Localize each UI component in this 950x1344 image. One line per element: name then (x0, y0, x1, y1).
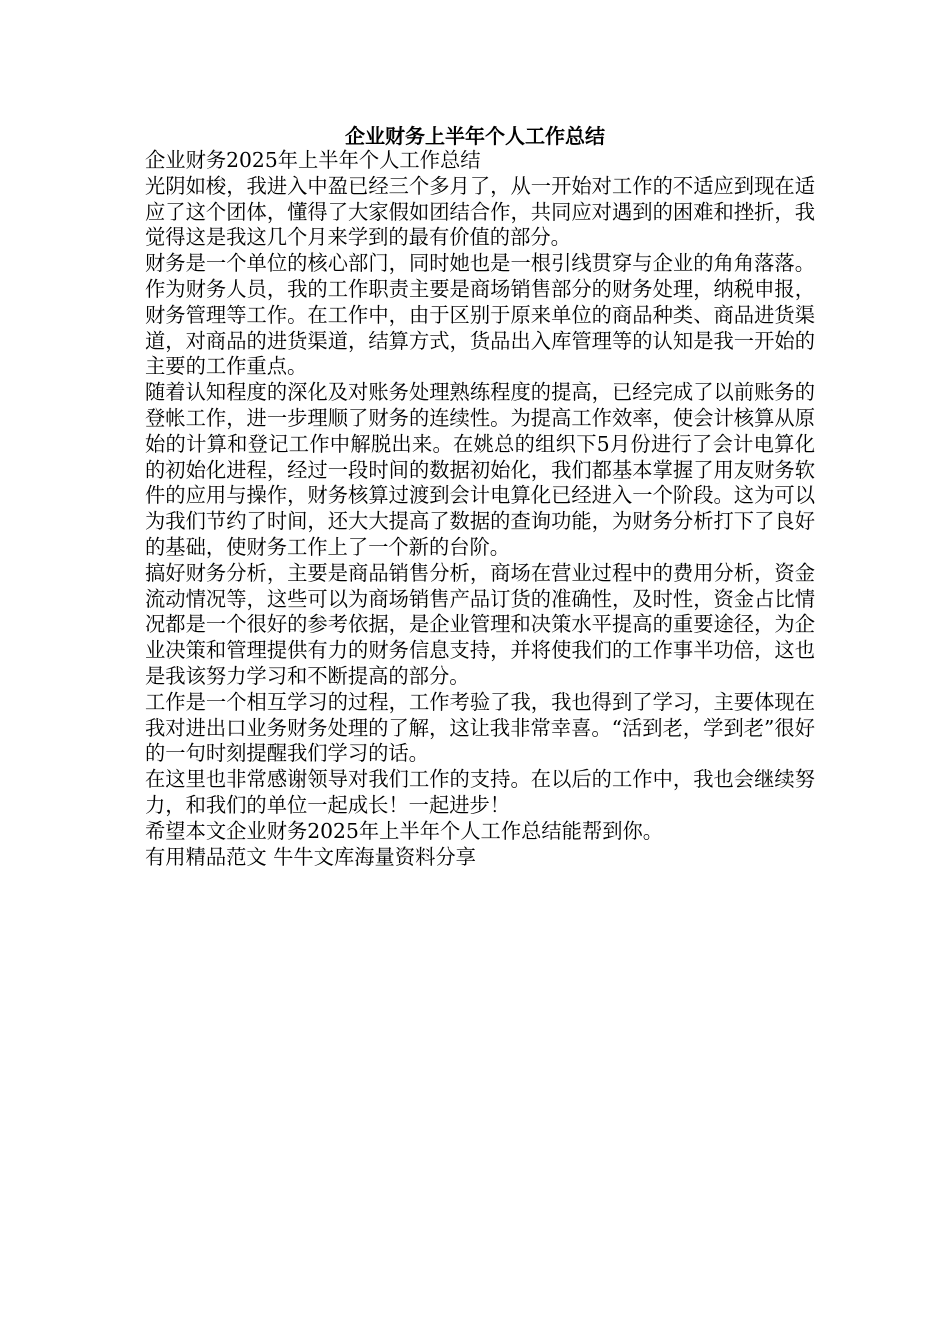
document-body (145, 148, 815, 870)
paragraph: 光阴如梭，我进入中盈已经三个多月了，从一开始对工作的不适应到现在适应了这个团体，懂得了大家假如团结合作，共同应对遇到的困难和挫折，我觉得这是我这几个月来学到的最有价值的部分。 (145, 173, 815, 250)
paragraph: 在这里也非常感谢领导对我们工作的支持。在以后的工作中，我也会继续努力，和我们的单位一起成长！一起进步！ (145, 767, 815, 817)
paragraph: 希望本文企业财务2025年上半年个人工作总结能帮到你。 (145, 818, 664, 843)
document-footer: 有用精品范文 牛牛文库海量资料分享 (145, 844, 476, 869)
paragraph: 工作是一个相互学习的过程，工作考验了我，我也得到了学习，主要体现在我对进出口业务财务处理的了解，这让我非常幸喜。“活到老，学到老”很好的一句时刻提醒我们学习的话。 (145, 689, 815, 766)
document-subtitle: 企业财务2025年上半年个人工作总结 (145, 148, 481, 172)
paragraph: 财务是一个单位的核心部门，同时她也是一根引线贯穿与企业的角角落落。作为财务人员，我的工作职责主要是商场销售部分的财务处理，纳税申报，财务管理等工作。在工作中，由于区别于原来单位的商品种类、商品进货渠道，对商品的进货渠道，结算方式，货品出入库管理等的认知是我一开始的主要的工作重点。 (145, 251, 815, 379)
paragraph: 随着认知程度的深化及对账务处理熟练程度的提高，已经完成了以前账务的登帐工作，进一步理顺了财务的连续性。为提高工作效率，使会计核算从原始的计算和登记工作中解脱出来。在姚总的组织下5月份进行了会计电算化的初始化进程，经过一段时间的数据初始化，我们都基本掌握了用友财务软件的应用与操作，财务核算过渡到会计电算化已经进入一个阶段。这为可以为我们节约了时间，还大大提高了数据的查询功能，为财务分析打下了良好的基础，使财务工作上了一个新的台阶。 (145, 380, 815, 559)
document-title: 企业财务上半年个人工作总结 (345, 124, 605, 148)
paragraph: 搞好财务分析，主要是商品销售分析，商场在营业过程中的费用分析，资金流动情况等，这些可以为商场销售产品订货的准确性，及时性，资金占比情况都是一个很好的参考依据，是企业管理和决策水平提高的重要途径，为企业决策和管理提供有力的财务信息支持，并将使我们的工作事半功倍，这也是我该努力学习和不断提高的部分。 (145, 560, 815, 688)
